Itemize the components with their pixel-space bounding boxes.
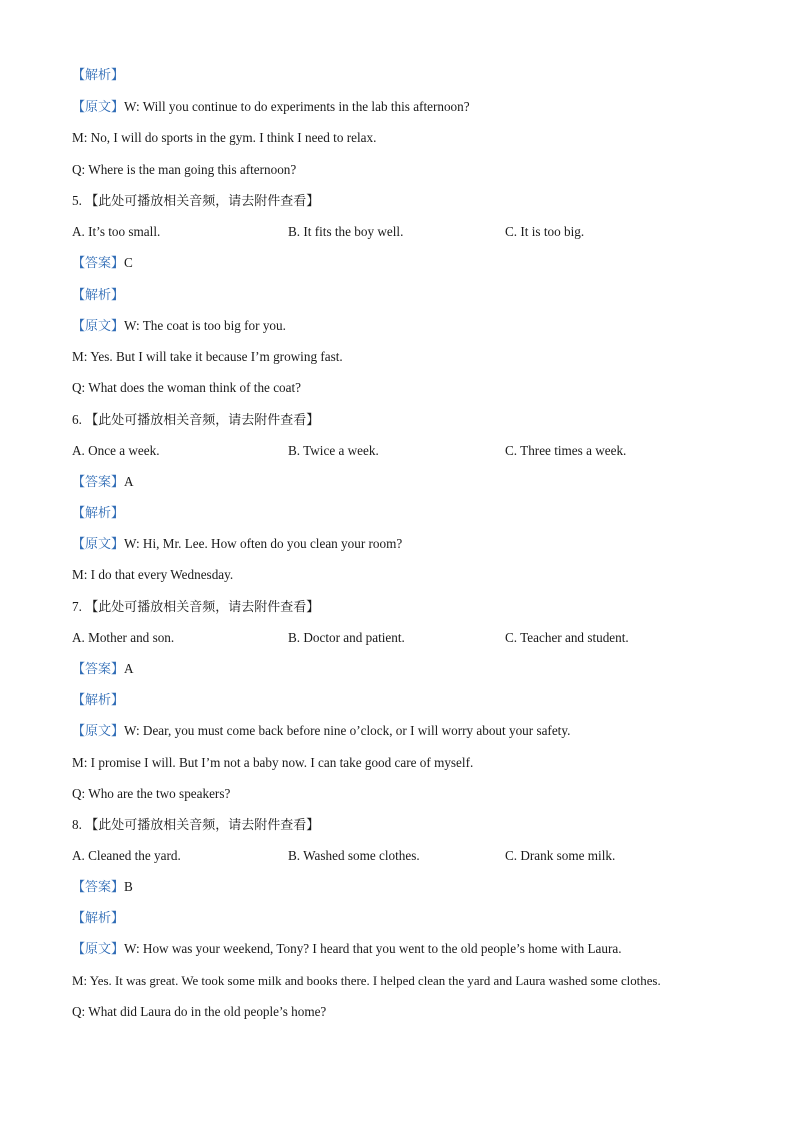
analysis-heading — [72, 909, 124, 928]
answer-label: 【答案】 — [72, 256, 125, 271]
original-label: 【原文】 — [72, 319, 125, 334]
question-number: 6. — [72, 412, 82, 427]
transcript-line — [72, 317, 286, 336]
option-b: B. It fits the boy well. — [288, 224, 404, 239]
transcript-woman: W: The coat is too big for you. — [124, 318, 286, 333]
transcript-question: Q: What does the woman think of the coat? — [72, 380, 302, 395]
original-label: 【原文】 — [72, 100, 125, 115]
analysis-label: 【解析】 — [72, 288, 125, 303]
original-label: 【原文】 — [72, 537, 125, 552]
analysis-label: 【解析】 — [72, 693, 125, 708]
transcript-man: M: I promise I will. But I’m not a baby now. I can take good care of myself. — [72, 755, 474, 770]
analysis-heading — [72, 504, 124, 523]
analysis-heading — [72, 691, 124, 710]
analysis-heading — [72, 286, 124, 305]
transcript-man: M: Yes. But I will take it because I’m growing fast. — [72, 349, 343, 364]
transcript-man: M: Yes. It was great. We took some milk and books there. I helped clean the yard and Laura washed some clothes. — [72, 974, 661, 988]
question-6 — [72, 411, 319, 430]
question-5 — [72, 192, 319, 211]
transcript-man: M: I do that every Wednesday. — [72, 567, 234, 582]
audio-note: 【此处可播放相关音频，请去附件查看】 — [85, 818, 320, 833]
question-number: 5. — [72, 193, 82, 208]
transcript-woman: W: Will you continue to do experiments in the lab this afternoon? — [124, 99, 470, 114]
answer-line — [72, 878, 133, 897]
option-b: B. Washed some clothes. — [288, 848, 420, 863]
transcript-line — [72, 98, 470, 117]
answer-value: A — [124, 474, 134, 489]
transcript-line — [72, 535, 402, 554]
option-c: C. Three times a week. — [505, 443, 627, 458]
analysis-label: 【解析】 — [72, 506, 125, 521]
option-c: C. Drank some milk. — [505, 848, 616, 863]
transcript-woman: W: Dear, you must come back before nine o’clock, or I will worry about your safety. — [124, 723, 571, 738]
answer-value: C — [124, 255, 133, 270]
question-number: 8. — [72, 817, 82, 832]
option-a: A. Mother and son. — [72, 630, 175, 645]
option-b: B. Twice a week. — [288, 443, 379, 458]
transcript-line — [72, 940, 622, 959]
answer-line — [72, 254, 133, 273]
transcript-question: Q: Where is the man going this afternoon? — [72, 162, 297, 177]
option-c: C. Teacher and student. — [505, 630, 629, 645]
answer-line — [72, 473, 134, 492]
option-a: A. It’s too small. — [72, 224, 161, 239]
transcript-line — [72, 722, 570, 741]
analysis-heading — [72, 66, 124, 85]
transcript-question: Q: Who are the two speakers? — [72, 786, 231, 801]
analysis-label: 【解析】 — [72, 68, 125, 83]
transcript-woman: W: How was your weekend, Tony? I heard that you went to the old people’s home with Laura. — [124, 941, 622, 956]
answer-line — [72, 660, 134, 679]
option-a: A. Once a week. — [72, 443, 160, 458]
answer-label: 【答案】 — [72, 662, 125, 677]
analysis-label: 【解析】 — [72, 911, 125, 926]
audio-note: 【此处可播放相关音频，请去附件查看】 — [85, 413, 320, 428]
option-b: B. Doctor and patient. — [288, 630, 405, 645]
audio-note: 【此处可播放相关音频，请去附件查看】 — [85, 600, 320, 615]
question-number: 7. — [72, 599, 82, 614]
answer-label: 【答案】 — [72, 475, 125, 490]
transcript-question: Q: What did Laura do in the old people’s home? — [72, 1004, 327, 1019]
answer-value: B — [124, 879, 133, 894]
original-label: 【原文】 — [72, 942, 125, 957]
answer-value: A — [124, 661, 134, 676]
option-c: C. It is too big. — [505, 224, 585, 239]
audio-note: 【此处可播放相关音频，请去附件查看】 — [85, 194, 320, 209]
option-a: A. Cleaned the yard. — [72, 848, 181, 863]
question-7 — [72, 598, 319, 617]
answer-label: 【答案】 — [72, 880, 125, 895]
transcript-man: M: No, I will do sports in the gym. I think I need to relax. — [72, 130, 377, 145]
question-8 — [72, 816, 319, 835]
original-label: 【原文】 — [72, 724, 125, 739]
transcript-woman: W: Hi, Mr. Lee. How often do you clean your room? — [124, 536, 403, 551]
